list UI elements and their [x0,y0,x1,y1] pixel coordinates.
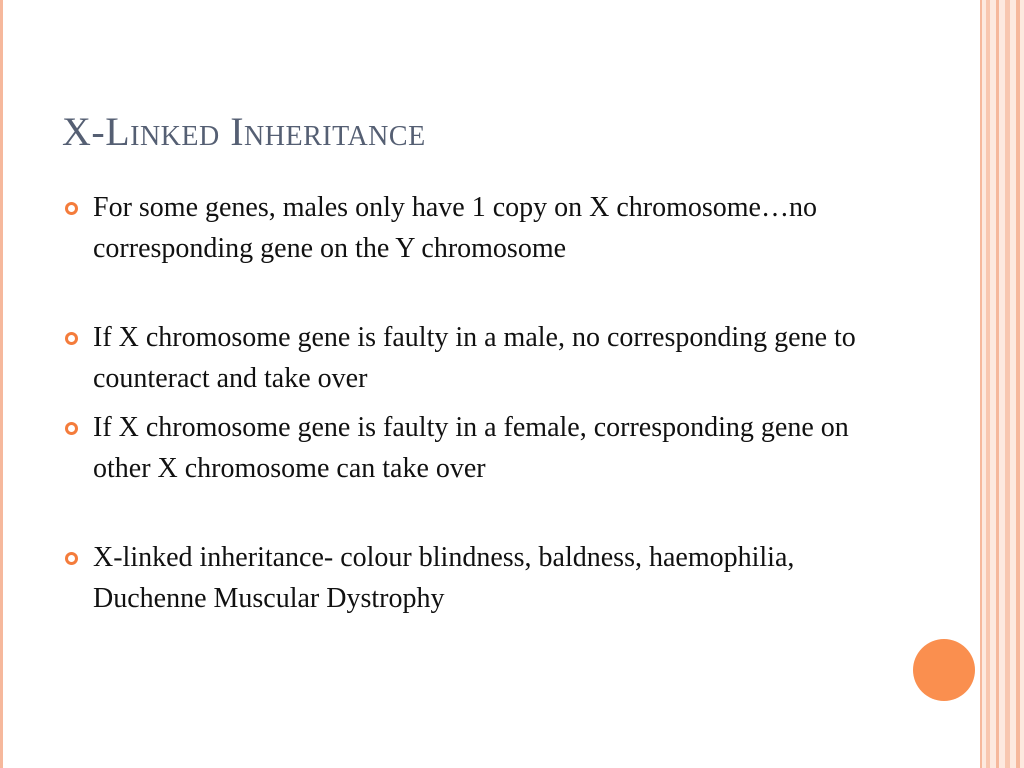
bullet-text: If X chromosome gene is faulty in a female, corresponding gene on other X chromosome can take over [93,412,849,484]
bullet-item [64,318,864,399]
decorative-circle-icon [913,639,975,701]
bullet-circle-icon [65,202,78,215]
bullet-list [64,188,864,619]
bullet-text: If X chromosome gene is faulty in a male, no corresponding gene to counteract and take over [93,322,856,394]
right-border-stripe [996,0,999,768]
slide-title: X-Linked Inheritance [62,109,426,154]
bullet-text: For some genes, males only have 1 copy on X chromosome…no corresponding gene on the Y chromosome [93,192,817,264]
bullet-circle-icon [65,552,78,565]
bullet-circle-icon [65,422,78,435]
bullet-item [64,188,864,269]
bullet-text: X-linked inheritance- colour blindness, baldness, haemophilia, Duchenne Muscular Dystrophy [93,542,795,614]
bullet-item [64,408,864,489]
right-border-stripe [1016,0,1020,768]
left-border-stripe [0,0,3,768]
right-border-stripe [1005,0,1010,768]
right-border-stripe [986,0,990,768]
right-border-stripe [980,0,982,768]
bullet-item [64,538,864,619]
bullet-circle-icon [65,332,78,345]
